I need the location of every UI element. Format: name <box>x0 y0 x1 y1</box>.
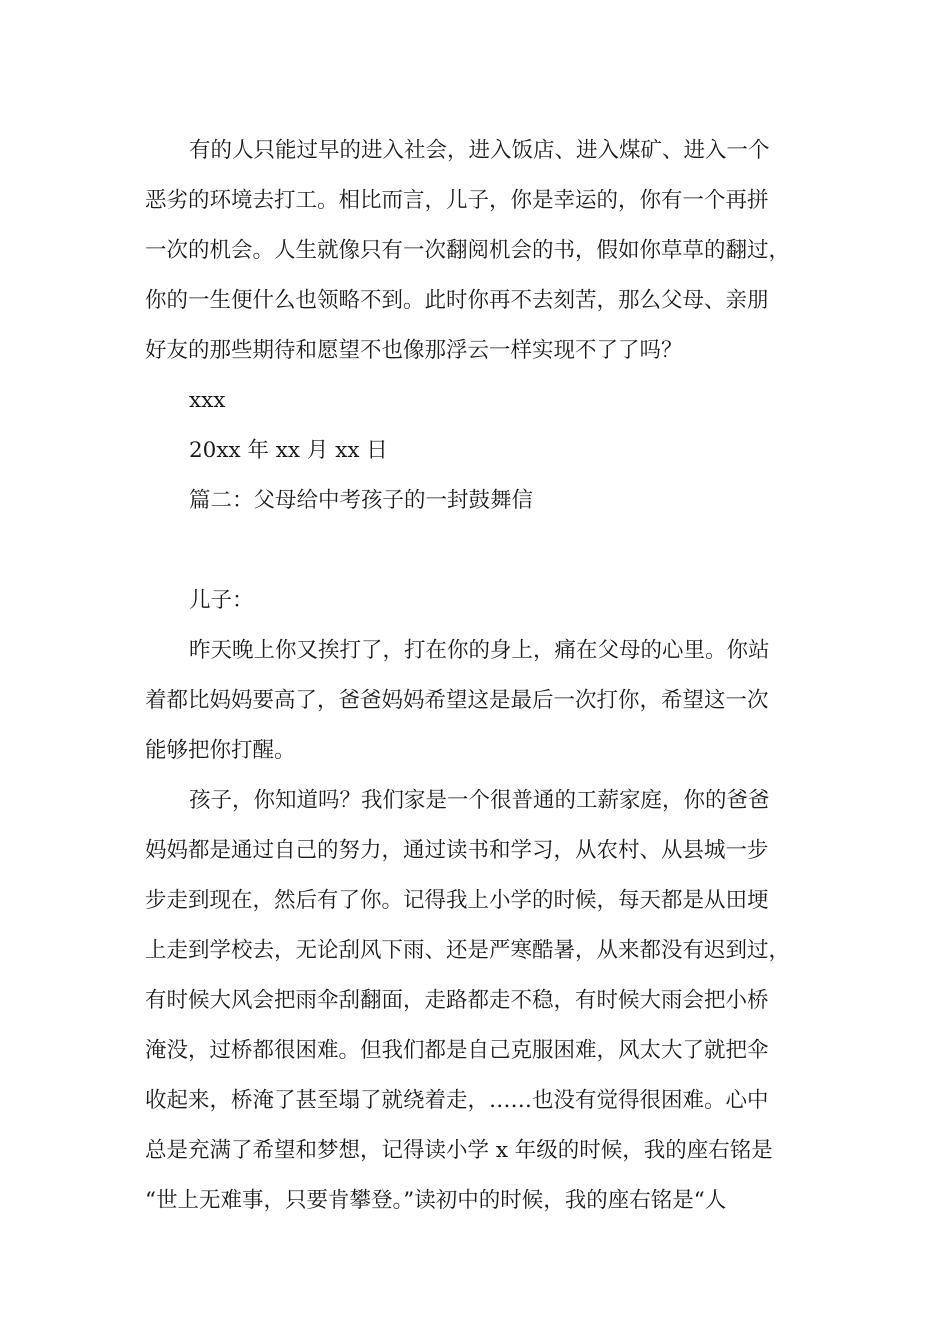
salutation: 儿子： <box>189 588 254 613</box>
paragraph-line: 恶劣的环境去打工。相比而言，儿子，你是幸运的，你有一个再拼 <box>145 188 769 213</box>
paragraph-line: 一次的机会。人生就像只有一次翻阅机会的书，假如你草草的翻过， <box>145 238 791 263</box>
paragraph-line: 你的一生便什么也领略不到。此时你再不去刻苦，那么父母、亲朋 <box>145 288 769 313</box>
section-heading: 篇二：父母给中考孩子的一封鼓舞信 <box>189 488 534 513</box>
paragraph-line: 能够把你打醒。 <box>145 738 296 763</box>
date-line: 20xx 年 xx 月 xx 日 <box>189 438 388 463</box>
paragraph-line: 总是充满了希望和梦想，记得读小学 x 年级的时候，我的座右铭是 <box>145 1138 773 1163</box>
signature-line: xxx <box>189 388 226 413</box>
paragraph-line: 上走到学校去，无论刮风下雨、还是严寒酷暑，从来都没有迟到过， <box>145 938 791 963</box>
paragraph-line: 有的人只能过早的进入社会，进入饭店、进入煤矿、进入一个 <box>189 138 770 163</box>
paragraph-line: 昨天晚上你又挨打了，打在你的身上，痛在父母的心里。你站 <box>189 638 770 663</box>
paragraph-line: 收起来，桥淹了甚至塌了就绕着走，……也没有觉得很困难。心中 <box>145 1088 769 1113</box>
paragraph-line: 淹没，过桥都很困难。但我们都是自己克服困难，风太大了就把伞 <box>145 1038 769 1063</box>
paragraph-line: 有时候大风会把雨伞刮翻面，走路都走不稳，有时候大雨会把小桥 <box>145 988 769 1013</box>
paragraph-line: 步走到现在，然后有了你。记得我上小学的时候，每天都是从田埂 <box>145 888 769 913</box>
paragraph-line: 好友的那些期待和愿望不也像那浮云一样实现不了了吗？ <box>145 338 683 363</box>
paragraph-line: “世上无难事，只要肯攀登。”读初中的时候，我的座右铭是“人 <box>145 1188 727 1213</box>
paragraph-line: 孩子，你知道吗？我们家是一个很普通的工薪家庭，你的爸爸 <box>189 788 770 813</box>
paragraph-line: 着都比妈妈要高了，爸爸妈妈希望这是最后一次打你，希望这一次 <box>145 688 769 713</box>
paragraph-line: 妈妈都是通过自己的努力，通过读书和学习，从农村、从县城一步 <box>145 838 769 863</box>
